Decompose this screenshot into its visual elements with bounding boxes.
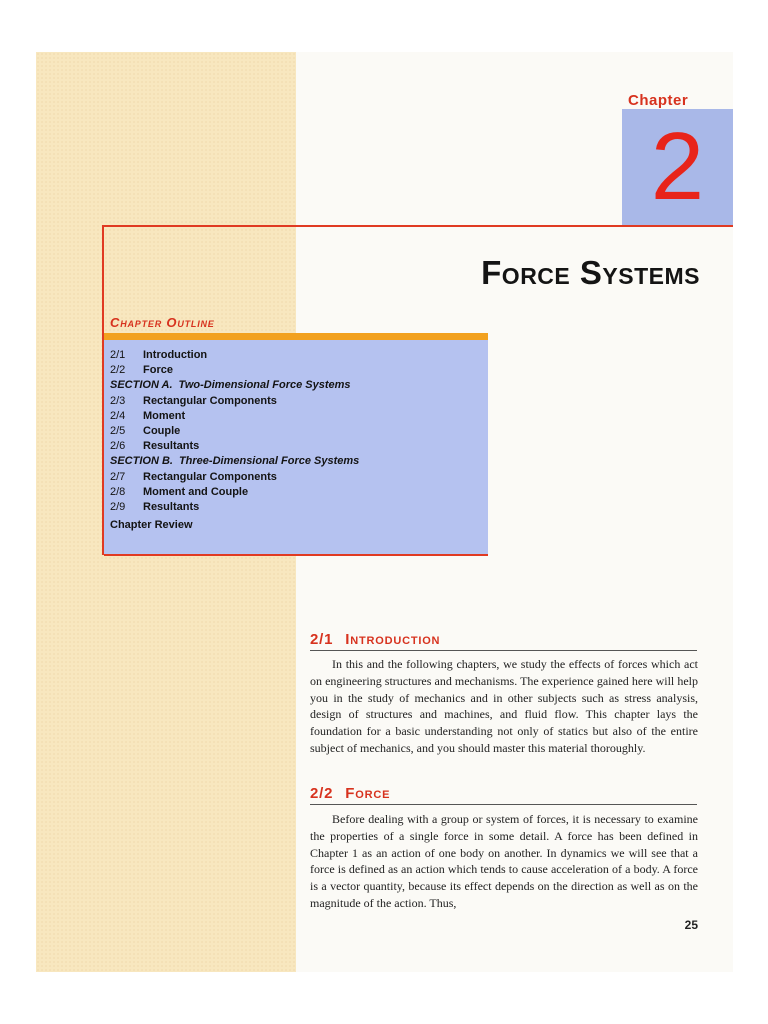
chapter-label: Chapter (628, 92, 689, 109)
section-heading-introduction (310, 631, 697, 651)
page-number: 25 (684, 918, 698, 932)
paragraph: Before dealing with a group or system of forces, it is necessary to examine the properties of a single force in some detail. A force has been defined in Chapter 1 as an action of one body on another. In dynamics we will see that a force is defined as an action which tends to cause acceleration of a body. A force is a vector quantity, because its effect depends on the direction as well as on the magnitude of the action. Thus, (310, 812, 698, 910)
outline-item-number: 2/3 (110, 394, 126, 407)
outline-item-title: Moment and Couple (143, 485, 249, 498)
outline-item-title: Introduction (143, 349, 208, 361)
outline-section-b (110, 454, 480, 469)
section-title: Two-Dimensional Force Systems (178, 379, 351, 392)
outline-item-number: 2/2 (110, 364, 126, 377)
chapter-number: 2 (650, 113, 705, 220)
outline-item-number: 2/7 (110, 470, 126, 483)
outline-item-title: Couple (143, 424, 181, 437)
section-title: Force (345, 785, 391, 802)
section-heading-force (310, 785, 697, 805)
paragraph: In this and the following chapters, we study the effects of forces which act on engineering structures and mechanisms. The experience gained here will help you in the study of mechanics and in other subjects such as stress analysis, design of structures and machines, and fluid flow. This chapter lays the foundation for a basic understanding not only of statics but also of the entire subject of mechanics, and you should master this material thoroughly. (310, 657, 698, 755)
header-rule (102, 225, 733, 227)
outline-item (110, 485, 480, 500)
outline-item-title: Rectangular Components (143, 394, 277, 407)
outline-item (110, 363, 480, 378)
chapter-title: Force Systems (481, 254, 700, 291)
outline-item-number: 2/5 (110, 424, 126, 437)
section-body-introduction (310, 656, 698, 757)
section-number: 2/2 (310, 785, 334, 802)
outline-item-title: Rectangular Components (143, 470, 277, 483)
outline-item (110, 470, 480, 485)
outline-section-a (110, 378, 480, 393)
chapter-outline (110, 348, 480, 533)
outline-item (110, 500, 480, 515)
outline-heading: Chapter Outline (110, 315, 215, 330)
section-label: SECTION A. (110, 379, 173, 392)
outline-item (110, 439, 480, 454)
outline-item-number: 2/4 (110, 409, 126, 422)
outline-item-number: 2/9 (110, 500, 126, 513)
outline-item-number: 2/8 (110, 485, 126, 498)
outline-item (110, 394, 480, 409)
outline-item-title: Force (143, 364, 173, 377)
section-title: Three-Dimensional Force Systems (178, 455, 360, 468)
section-number: 2/1 (310, 631, 334, 648)
outline-item (110, 409, 480, 424)
outline-item-title: Moment (143, 409, 186, 422)
section-label: SECTION B. (110, 455, 173, 468)
outline-bar (104, 333, 488, 340)
section-body-force (310, 811, 698, 912)
outline-item-title: Resultants (143, 500, 200, 513)
outline-item (110, 424, 480, 439)
outline-review: Chapter Review (110, 519, 193, 532)
outline-item-number: 2/1 (110, 349, 126, 361)
section-title: Introduction (345, 631, 441, 648)
outline-item (110, 348, 480, 363)
outline-item-title: Resultants (143, 440, 200, 453)
outline-item-number: 2/6 (110, 440, 126, 453)
